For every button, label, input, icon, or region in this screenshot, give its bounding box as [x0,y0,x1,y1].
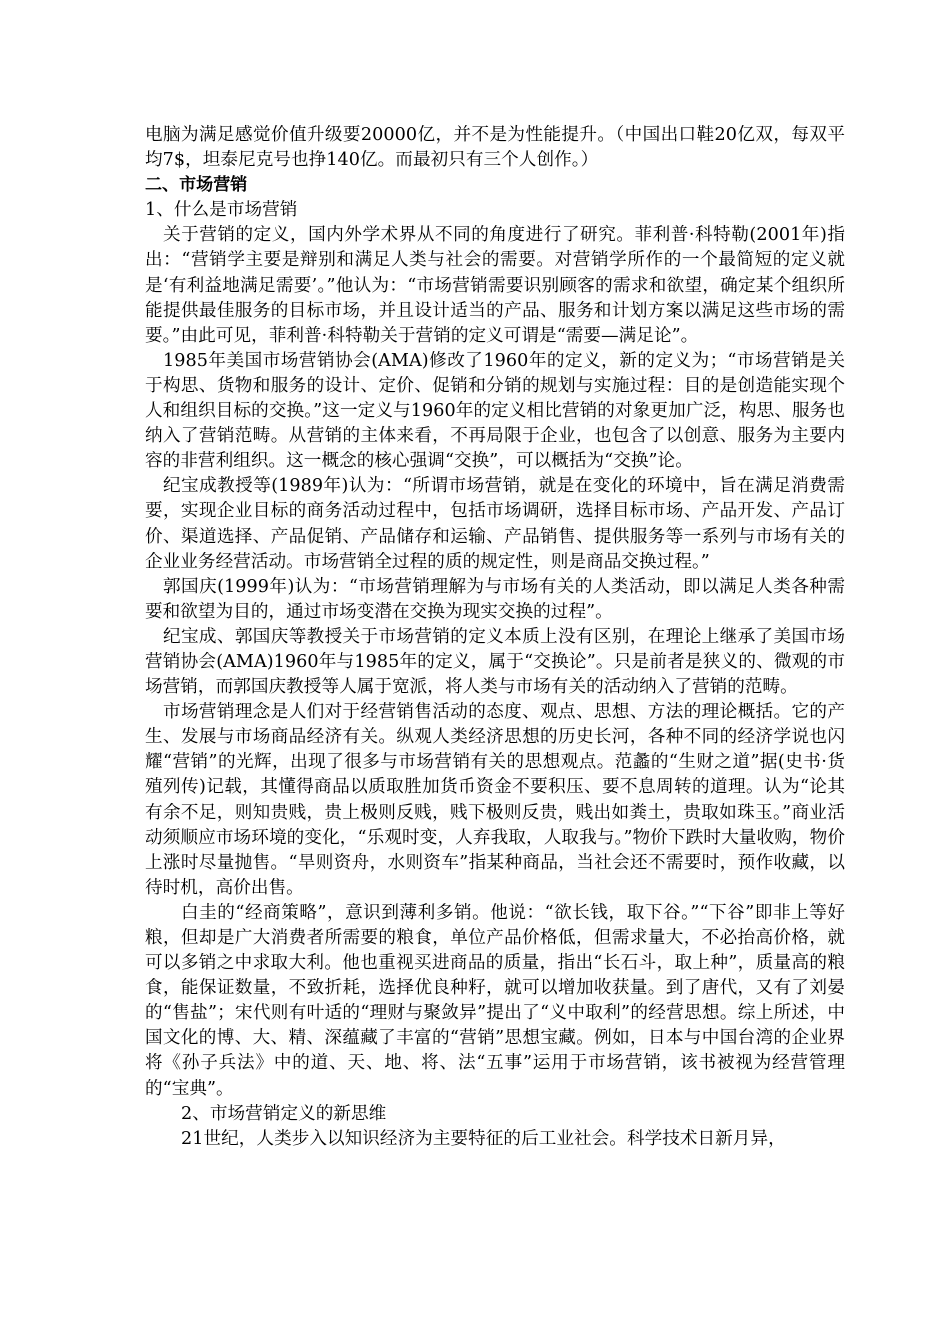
subsection-heading-what-is-marketing: 1、什么是市场营销 [145,200,298,221]
section-heading-marketing: 二、市场营销 [145,175,248,196]
paragraph-marketing-concept-history: 市场营销理念是人们对于经营销售活动的态度、观点、思想、方法的理论概括。它的产生、发展与市场商品经济有关。纵观人类经济思想的历史长河，各种不同的经济学说也闪耀“营销”的光辉，出现了很多与市场营销有关的思想观点。范蠡的“生财之道”据(史书·货殖列传)记载，其懂得商品以质取胜加货币资金不要积压、要不息周转的道理。认为“论其有余不足，则知贵贱，贵上极则反贱，贱下极则反贵，贱出如粪土，贵取如珠玉。”商业活动须顺应市场环境的变化，“乐观时变，人弃我取，人取我与。”物价下跌时大量收购，物价上涨时尽量抛售。“旱则资舟，水则资车”指某种商品，当社会还不需要时，预作收藏，以待时机，高价出售。 [145,702,845,898]
subsection-heading-new-thinking: 2、市场营销定义的新思维 [181,1103,387,1124]
paragraph-21st-century: 21世纪，人类步入以知识经济为主要特征的后工业社会。科学技术日新月异， [181,1128,786,1149]
paragraph-definition-comparison: 纪宝成、郭国庆等教授关于市场营销的定义本质上没有区别，在理论上继承了美国市场营销协会(AMA)1960年与1985年的定义，属于“交换论”。只是前者是狭义的、微观的市场营销，而郭国庆教授等人属于宽派，将人类与市场有关的活动纳入了营销的范畴。 [145,626,845,698]
paragraph-bai-gui-strategy: 白圭的“经商策略”，意识到薄利多销。他说：“欲长钱，取下谷。”“下谷”即非上等好粮，但却是广大消费者所需要的粮食，单位产品价格低，但需求量大，不必抬高价格，就可以多销之中求取大利。他也重视买进商品的质量，指出“长石斗，取上种”，质量高的粮食，能保证数量，不致折耗，选择优良种籽，就可以增加收获量。到了唐代，又有了刘晏的“售盐”；宋代则有叶适的“理财与聚敛异”提出了“义中取利”的经营思想。综上所述，中国文化的博、大、精、深蕴藏了丰富的“营销”思想宝藏。例如，日本与中国台湾的企业界将《孙子兵法》中的道、天、地、将、法“五事”运用于市场营销，该书被视为经营管理的“宝典”。 [145,902,845,1099]
paragraph-kotler-definition: 关于营销的定义，国内外学术界从不同的角度进行了研究。菲利普·科特勒(2001年)指出：“营销学主要是辩别和满足人类与社会的需要。对营销学所作的一个最简短的定义就是‘有利益地满足需要’。”他认为：“市场营销需要识别顾客的需求和欲望，确定某个组织所能提供最佳服务的目标市场，并且设计适当的产品、服务和计划方案以满足这些市场的需要。”由此可见，菲利普·科特勒关于营销的定义可谓是“需要—满足论”。 [145,225,845,346]
paragraph-intro: 电脑为满足感觉价值升级要20000亿，并不是为性能提升。（中国出口鞋20亿双，每双平均7$，坦泰尼克号也挣140亿。而最初只有三个人创作。） [145,125,845,171]
paragraph-ji-baocheng-definition: 纪宝成教授等(1989年)认为：“所谓市场营销，就是在变化的环境中，旨在满足消费需要，实现企业目标的商务活动过程中，包括市场调研，选择目标市场、产品开发、产品订价、渠道选择、产品促销、产品储存和运输、产品销售、提供服务等一系列与市场有关的企业业务经营活动。市场营销全过程的质的规定性，则是商品交换过程。” [145,476,845,572]
document-body [145,123,845,1152]
paragraph-guo-guoqing-definition: 郭国庆(1999年)认为：“市场营销理解为与市场有关的人类活动，即以满足人类各种需要和欲望为目的，通过市场变潜在交换为现实交换的过程”。 [145,576,845,622]
paragraph-ama-definition: 1985年美国市场营销协会(AMA)修改了1960年的定义，新的定义为；“市场营销是关于构思、货物和服务的设计、定价、促销和分销的规划与实施过程：目的是创造能实现个人和组织目标的交换。”这一定义与1960年的定义相比营销的对象更加广泛，构思、服务也纳入了营销范畴。从营销的主体来看，不再局限于企业，也包含了以创意、服务为主要内容的非营利组织。这一概念的核心强调“交换”，可以概括为“交换”论。 [145,350,845,472]
